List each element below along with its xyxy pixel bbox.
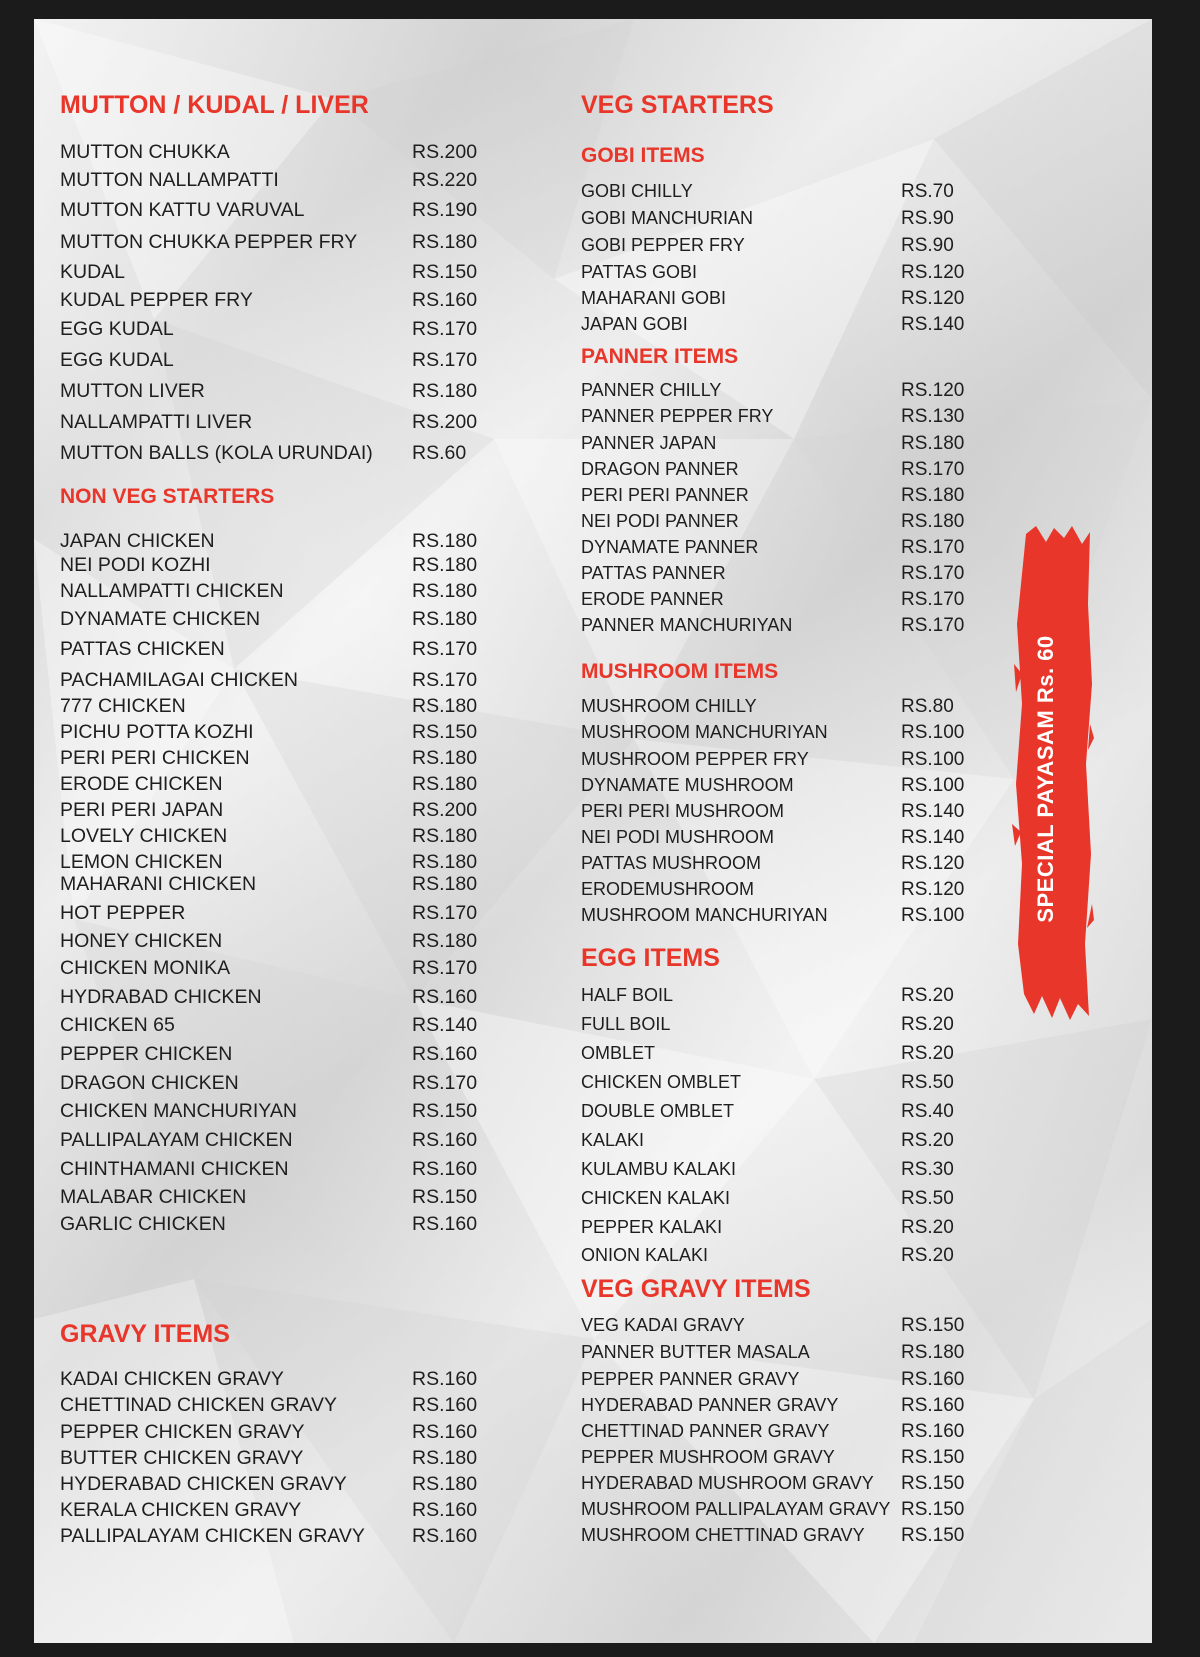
menu-item-name: ERODE CHICKEN	[60, 773, 223, 795]
menu-item-name: FULL BOIL	[581, 1014, 671, 1034]
menu-item	[60, 1394, 490, 1418]
menu-item	[60, 873, 490, 897]
menu-item-price: RS.220	[412, 169, 478, 191]
menu-item	[581, 433, 981, 457]
section-title: EGG ITEMS	[581, 944, 720, 972]
menu-item-name: NEI PODI KOZHI	[60, 554, 211, 576]
menu-item	[60, 1447, 490, 1471]
menu-item-name: PATTAS MUSHROOM	[581, 853, 761, 873]
menu-item	[581, 511, 981, 535]
menu-item	[581, 181, 981, 205]
menu-item	[581, 1421, 981, 1445]
section-title: GOBI ITEMS	[581, 144, 705, 167]
menu-item-name: BUTTER CHICKEN GRAVY	[60, 1447, 304, 1469]
menu-item	[60, 638, 490, 662]
menu-item-name: HALF BOIL	[581, 985, 674, 1005]
menu-item	[581, 314, 981, 338]
menu-item-name: LOVELY CHICKEN	[60, 825, 228, 847]
menu-item-price: RS.180	[901, 511, 965, 532]
menu-item	[60, 1014, 490, 1038]
section-title: MUSHROOM ITEMS	[581, 660, 779, 683]
menu-item	[60, 1072, 490, 1096]
menu-item-price: RS.160	[412, 1421, 478, 1443]
menu-item	[581, 1369, 981, 1393]
menu-item-name: JAPAN GOBI	[581, 314, 688, 334]
menu-item-name: MUSHROOM MANCHURIYAN	[581, 722, 828, 742]
menu-item-name: MALABAR CHICKEN	[60, 1186, 247, 1208]
menu-item-price: RS.170	[901, 589, 965, 610]
menu-item-price: RS.20	[901, 1217, 954, 1238]
menu-item-price: RS.150	[412, 261, 478, 283]
menu-item-price: RS.180	[412, 608, 478, 630]
menu-item	[60, 1213, 490, 1237]
menu-item	[60, 261, 490, 285]
menu-item-price: RS.170	[412, 349, 478, 371]
menu-item	[60, 1158, 490, 1182]
menu-item-name: PEPPER MUSHROOM GRAVY	[581, 1447, 835, 1467]
menu-item	[60, 380, 490, 404]
menu-item	[581, 1245, 981, 1269]
menu-item-name: PATTAS PANNER	[581, 563, 726, 583]
menu-item	[581, 589, 981, 613]
menu-item-name: MUSHROOM PALLIPALAYAM GRAVY	[581, 1499, 891, 1519]
menu-item-price: RS.160	[412, 1213, 478, 1235]
menu-item-price: RS.180	[412, 1447, 478, 1469]
menu-item-name: PERI PERI MUSHROOM	[581, 801, 785, 821]
menu-item	[581, 459, 981, 483]
menu-item	[581, 537, 981, 561]
menu-item-name: PERI PERI PANNER	[581, 485, 749, 505]
menu-item-name: DRAGON CHICKEN	[60, 1072, 239, 1094]
menu-item-name: CHICKEN OMBLET	[581, 1072, 742, 1092]
menu-item-name: ERODE PANNER	[581, 589, 724, 609]
menu-item	[581, 1342, 981, 1366]
menu-item-price: RS.170	[412, 669, 478, 691]
menu-item-name: CHETTINAD CHICKEN GRAVY	[60, 1394, 337, 1416]
menu-item-price: RS.140	[412, 1014, 478, 1036]
menu-item	[60, 1129, 490, 1153]
menu-item	[60, 411, 490, 435]
menu-item-price: RS.180	[412, 825, 478, 847]
menu-item-price: RS.160	[412, 986, 478, 1008]
menu-item-price: RS.150	[901, 1525, 965, 1546]
menu-item-name: MUSHROOM MANCHURIYAN	[581, 905, 828, 925]
menu-item-price: RS.100	[901, 722, 965, 743]
menu-item-price: RS.20	[901, 1130, 954, 1151]
menu-item	[581, 985, 981, 1009]
menu-item-price: RS.170	[901, 537, 965, 558]
menu-item-name: LEMON CHICKEN	[60, 851, 223, 873]
menu-item-price: RS.180	[412, 873, 478, 895]
menu-item	[581, 879, 981, 903]
menu-item-name: KALAKI	[581, 1130, 645, 1150]
menu-item	[60, 825, 490, 849]
menu-item-price: RS.160	[901, 1395, 965, 1416]
menu-item-price: RS.160	[412, 289, 478, 311]
menu-item-name: PANNER CHILLY	[581, 380, 722, 400]
menu-item	[60, 957, 490, 981]
menu-item-price: RS.180	[412, 851, 478, 873]
menu-item-name: PANNER BUTTER MASALA	[581, 1342, 810, 1362]
menu-item-name: KADAI CHICKEN GRAVY	[60, 1368, 284, 1390]
menu-item-price: RS.180	[412, 1473, 478, 1495]
menu-item	[581, 485, 981, 509]
menu-item-price: RS.200	[412, 411, 478, 433]
menu-item	[581, 1101, 981, 1125]
menu-item-name: NALLAMPATTI CHICKEN	[60, 580, 284, 602]
menu-item-name: MUTTON KATTU VARUVAL	[60, 199, 305, 221]
menu-item-price: RS.190	[412, 199, 478, 221]
menu-item-price: RS.140	[901, 827, 965, 848]
menu-item	[60, 902, 490, 926]
menu-item-price: RS.20	[901, 1043, 954, 1064]
menu-item-name: PANNER MANCHURIYAN	[581, 615, 793, 635]
menu-item-price: RS.70	[901, 181, 954, 202]
section-title: GRAVY ITEMS	[60, 1320, 230, 1348]
menu-item	[60, 669, 490, 693]
menu-item-price: RS.80	[901, 696, 954, 717]
menu-item	[60, 231, 490, 255]
menu-item	[581, 827, 981, 851]
menu-item-price: RS.180	[412, 580, 478, 602]
menu-item	[581, 1159, 981, 1183]
menu-item-name: PEPPER KALAKI	[581, 1217, 723, 1237]
menu-item-price: RS.90	[901, 208, 954, 229]
menu-item-price: RS.20	[901, 1014, 954, 1035]
menu-item-price: RS.20	[901, 985, 954, 1006]
menu-item-price: RS.120	[901, 288, 965, 309]
menu-item-price: RS.100	[901, 905, 965, 926]
menu-item-price: RS.160	[901, 1421, 965, 1442]
menu-item-name: MUTTON BALLS (KOLA URUNDAI)	[60, 442, 373, 464]
veg-starters-heading: VEG STARTERS	[581, 91, 774, 119]
menu-item	[60, 349, 490, 373]
menu-item	[60, 580, 490, 604]
menu-item	[60, 1499, 490, 1523]
menu-item	[581, 905, 981, 929]
menu-item	[581, 235, 981, 259]
menu-item-name: GOBI MANCHURIAN	[581, 208, 754, 228]
menu-item-price: RS.200	[412, 141, 478, 163]
menu-item-name: PERI PERI CHICKEN	[60, 747, 250, 769]
menu-item-name: CHICKEN 65	[60, 1014, 175, 1036]
menu-item-name: GOBI PEPPER FRY	[581, 235, 745, 255]
menu-item-name: MUTTON CHUKKA PEPPER FRY	[60, 231, 358, 253]
menu-item-name: PICHU POTTA KOZHI	[60, 721, 254, 743]
menu-item	[60, 554, 490, 578]
menu-item-name: DYNAMATE MUSHROOM	[581, 775, 794, 795]
menu-item-price: RS.60	[412, 442, 467, 464]
menu-item	[581, 1395, 981, 1419]
menu-item-price: RS.140	[901, 314, 965, 335]
menu-item-name: MUTTON LIVER	[60, 380, 205, 402]
menu-item	[60, 721, 490, 745]
menu-item-name: PEPPER PANNER GRAVY	[581, 1369, 800, 1389]
menu-item-price: RS.180	[412, 530, 478, 552]
menu-item-name: HYDERABAD PANNER GRAVY	[581, 1395, 839, 1415]
menu-item	[60, 1368, 490, 1392]
menu-item-price: RS.180	[412, 695, 478, 717]
menu-item-name: PALLIPALAYAM CHICKEN	[60, 1129, 293, 1151]
menu-item	[581, 1315, 981, 1339]
menu-item	[581, 1130, 981, 1154]
menu-item-name: HYDRABAD CHICKEN	[60, 986, 262, 1008]
menu-item	[581, 853, 981, 877]
menu-item	[581, 288, 981, 312]
menu-item-name: PALLIPALAYAM CHICKEN GRAVY	[60, 1525, 365, 1547]
menu-item	[581, 775, 981, 799]
menu-item-price: RS.170	[412, 1072, 478, 1094]
menu-item	[581, 380, 981, 404]
menu-item-name: KUDAL PEPPER FRY	[60, 289, 253, 311]
menu-item	[60, 930, 490, 954]
menu-item-name: CHICKEN MANCHURIYAN	[60, 1100, 297, 1122]
menu-item-name: PEPPER CHICKEN GRAVY	[60, 1421, 305, 1443]
menu-item-price: RS.180	[412, 231, 478, 253]
menu-item-name: DRAGON PANNER	[581, 459, 739, 479]
menu-item	[581, 722, 981, 746]
menu-item-price: RS.20	[901, 1245, 954, 1266]
menu-item	[60, 199, 490, 223]
menu-item	[581, 406, 981, 430]
menu-item-name: JAPAN CHICKEN	[60, 530, 215, 552]
menu-item-name: 777 CHICKEN	[60, 695, 186, 717]
menu-item	[581, 615, 981, 639]
menu-item-price: RS.150	[412, 721, 478, 743]
menu-item-price: RS.120	[901, 853, 965, 874]
menu-item	[581, 1447, 981, 1471]
menu-item-price: RS.150	[412, 1100, 478, 1122]
menu-item	[581, 1525, 981, 1549]
section-title: VEG GRAVY ITEMS	[581, 1275, 811, 1303]
menu-item-price: RS.170	[901, 459, 965, 480]
menu-item	[581, 563, 981, 587]
menu-item-price: RS.100	[901, 775, 965, 796]
menu-item	[60, 530, 490, 554]
menu-item-name: HYDERABAD CHICKEN GRAVY	[60, 1473, 347, 1495]
menu-item	[581, 1217, 981, 1241]
menu-item	[581, 208, 981, 232]
menu-item	[581, 1499, 981, 1523]
menu-item-name: ONION KALAKI	[581, 1245, 709, 1265]
menu-item	[581, 696, 981, 720]
menu-item-price: RS.150	[901, 1447, 965, 1468]
menu-item	[581, 1014, 981, 1038]
menu-item-name: CHICKEN MONIKA	[60, 957, 231, 979]
menu-item-name: EGG KUDAL	[60, 349, 174, 371]
special-payasam-text: SPECIAL PAYASAM Rs. 60	[1033, 635, 1058, 923]
menu-item-name: KUDAL	[60, 261, 126, 283]
section-title: NON VEG STARTERS	[60, 485, 275, 508]
menu-item-price: RS.170	[901, 563, 965, 584]
menu-item	[60, 747, 490, 771]
menu-item	[60, 799, 490, 823]
menu-item-name: MAHARANI CHICKEN	[60, 873, 257, 895]
menu-item-name: HONEY CHICKEN	[60, 930, 223, 952]
menu-item-price: RS.180	[412, 380, 478, 402]
menu-item-price: RS.160	[901, 1369, 965, 1390]
menu-item	[60, 318, 490, 342]
menu-item-name: DOUBLE OMBLET	[581, 1101, 735, 1121]
menu-item-price: RS.160	[412, 1043, 478, 1065]
menu-item-name: KULAMBU KALAKI	[581, 1159, 737, 1179]
menu-item	[581, 749, 981, 773]
menu-item-name: DYNAMATE PANNER	[581, 537, 759, 557]
menu-item-price: RS.30	[901, 1159, 954, 1180]
menu-item-name: PATTAS CHICKEN	[60, 638, 225, 660]
menu-item	[581, 801, 981, 825]
menu-item-name: PATTAS GOBI	[581, 262, 698, 282]
menu-item-price: RS.170	[412, 638, 478, 660]
menu-item-name: PANNER JAPAN	[581, 433, 717, 453]
menu-item-name: PERI PERI JAPAN	[60, 799, 224, 821]
menu-item	[60, 986, 490, 1010]
menu-item-price: RS.170	[412, 957, 478, 979]
menu-item	[60, 851, 490, 875]
menu-item-price: RS.180	[901, 433, 965, 454]
menu-item-price: RS.50	[901, 1188, 954, 1209]
menu-item-price: RS.150	[412, 1186, 478, 1208]
menu-item	[60, 695, 490, 719]
menu-item-name: MUTTON CHUKKA	[60, 141, 230, 163]
menu-item-name: MUTTON NALLAMPATTI	[60, 169, 279, 191]
menu-item-price: RS.120	[901, 380, 965, 401]
menu-item-name: MUSHROOM CHETTINAD GRAVY	[581, 1525, 865, 1545]
menu-item-price: RS.150	[901, 1499, 965, 1520]
menu-item-name: HOT PEPPER	[60, 902, 186, 924]
menu-item-price: RS.180	[412, 773, 478, 795]
menu-item-name: MUSHROOM PEPPER FRY	[581, 749, 809, 769]
menu-item	[60, 608, 490, 632]
menu-item-price: RS.160	[412, 1394, 478, 1416]
menu-item-price: RS.160	[412, 1525, 478, 1547]
menu-item	[581, 262, 981, 286]
menu-item-price: RS.180	[412, 554, 478, 576]
menu-item	[60, 289, 490, 313]
menu-item-price: RS.160	[412, 1158, 478, 1180]
menu-item-price: RS.90	[901, 235, 954, 256]
menu-item-name: OMBLET	[581, 1043, 656, 1063]
menu-item	[60, 1186, 490, 1210]
menu-item	[60, 1100, 490, 1124]
menu-item-price: RS.150	[901, 1473, 965, 1494]
menu-item-price: RS.180	[901, 485, 965, 506]
menu-item-name: NEI PODI PANNER	[581, 511, 739, 531]
menu-item	[581, 1072, 981, 1096]
menu-item-price: RS.170	[412, 902, 478, 924]
menu-item	[60, 442, 490, 466]
menu-item-name: CHETTINAD PANNER GRAVY	[581, 1421, 830, 1441]
menu-item-price: RS.150	[901, 1315, 965, 1336]
menu-item-price: RS.180	[901, 1342, 965, 1363]
menu-item-name: PEPPER CHICKEN	[60, 1043, 233, 1065]
menu-item-price: RS.120	[901, 262, 965, 283]
section-title: MUTTON / KUDAL / LIVER	[60, 91, 369, 119]
menu-item-name: GOBI CHILLY	[581, 181, 693, 201]
menu-item-price: RS.180	[412, 930, 478, 952]
menu-item	[60, 773, 490, 797]
menu-item	[60, 169, 490, 193]
menu-item-name: MUSHROOM CHILLY	[581, 696, 757, 716]
menu-item-price: RS.140	[901, 801, 965, 822]
menu-item-name: NALLAMPATTI LIVER	[60, 411, 253, 433]
menu-item-name: CHICKEN KALAKI	[581, 1188, 731, 1208]
menu-item-name: GARLIC CHICKEN	[60, 1213, 226, 1235]
menu-item-price: RS.50	[901, 1072, 954, 1093]
menu-item-name: EGG KUDAL	[60, 318, 174, 340]
menu-item	[60, 1043, 490, 1067]
menu-item-name: NEI PODI MUSHROOM	[581, 827, 775, 847]
menu-item-price: RS.160	[412, 1368, 478, 1390]
menu-item-name: PACHAMILAGAI CHICKEN	[60, 669, 299, 691]
menu-item-price: RS.200	[412, 799, 478, 821]
section-title: PANNER ITEMS	[581, 345, 739, 368]
menu-item-name: MAHARANI GOBI	[581, 288, 727, 308]
menu-item-price: RS.100	[901, 749, 965, 770]
menu-item-price: RS.120	[901, 879, 965, 900]
menu-item-price: RS.180	[412, 747, 478, 769]
menu-item-name: KERALA CHICKEN GRAVY	[60, 1499, 302, 1521]
menu-item-name: DYNAMATE CHICKEN	[60, 608, 261, 630]
menu-item-name: VEG KADAI GRAVY	[581, 1315, 745, 1335]
menu-page	[34, 19, 1152, 1643]
menu-item-price: RS.160	[412, 1499, 478, 1521]
menu-item-name: CHINTHAMANI CHICKEN	[60, 1158, 289, 1180]
menu-item-price: RS.160	[412, 1129, 478, 1151]
menu-item	[581, 1473, 981, 1497]
menu-item-price: RS.40	[901, 1101, 954, 1122]
menu-item-name: PANNER PEPPER FRY	[581, 406, 774, 426]
menu-item-price: RS.130	[901, 406, 965, 427]
menu-item	[60, 1473, 490, 1497]
menu-item	[581, 1043, 981, 1067]
menu-item-price: RS.170	[901, 615, 965, 636]
menu-item-name: ERODEMUSHROOM	[581, 879, 755, 899]
menu-item-price: RS.170	[412, 318, 478, 340]
menu-item	[581, 1188, 981, 1212]
menu-item	[60, 1525, 490, 1549]
menu-item-name: HYDERABAD MUSHROOM GRAVY	[581, 1473, 874, 1493]
menu-item	[60, 1421, 490, 1445]
menu-item	[60, 141, 490, 165]
